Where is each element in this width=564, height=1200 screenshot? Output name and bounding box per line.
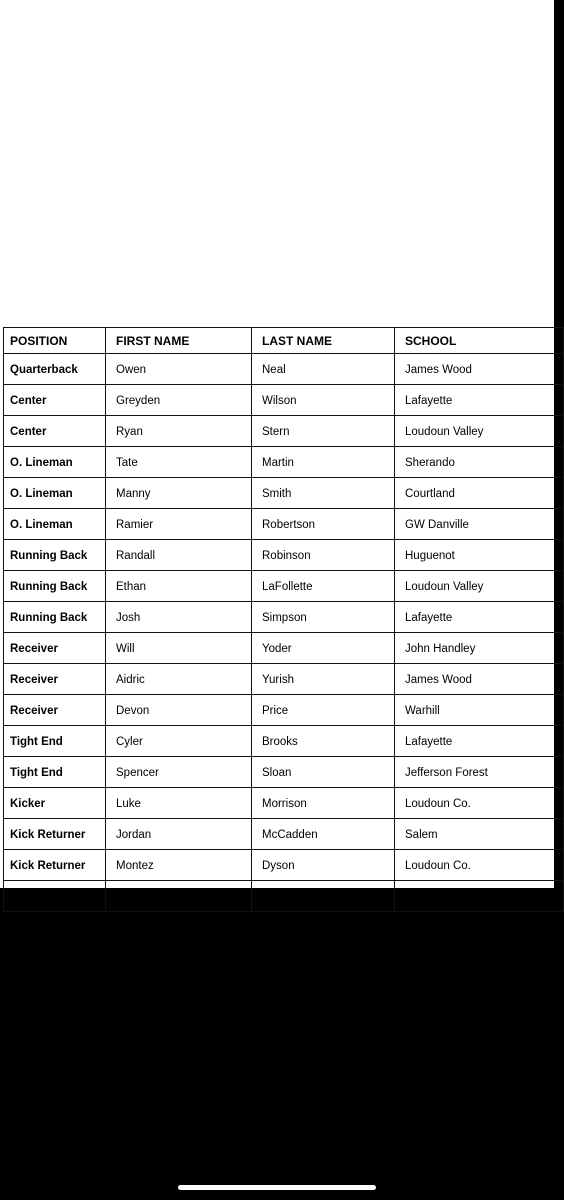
table-row: [4, 633, 564, 664]
position-cell: Receiver: [4, 633, 106, 664]
school-cell: Warhill: [395, 695, 564, 726]
table-row: [4, 447, 564, 478]
table-row: [4, 602, 564, 633]
first-name-cell: Josh: [106, 602, 252, 633]
table-header-row: [4, 328, 564, 354]
first-name-cell: Owen: [106, 354, 252, 385]
school-cell: Sherando: [395, 447, 564, 478]
last-name-cell: Brooks: [252, 726, 395, 757]
first-name-cell: Jordan: [106, 819, 252, 850]
first-name-cell: Greyden: [106, 385, 252, 416]
position-cell: O. Lineman: [4, 447, 106, 478]
first-name-cell: Casey: [106, 881, 252, 912]
roster-body: [4, 354, 564, 912]
school-cell: Jefferson Forest: [395, 757, 564, 788]
table-row: [4, 354, 564, 385]
first-name-cell: Ethan: [106, 571, 252, 602]
school-cell: Loudoun Co.: [395, 850, 564, 881]
header-last-name: LAST NAME: [252, 328, 395, 354]
position-cell: Running Back: [4, 602, 106, 633]
position-cell: Center: [4, 385, 106, 416]
last-name-cell: Dyson: [252, 850, 395, 881]
last-name-cell: Neal: [252, 354, 395, 385]
table-row: [4, 385, 564, 416]
last-name-cell: Morrison: [252, 788, 395, 819]
table-row: [4, 571, 564, 602]
first-name-cell: Tate: [106, 447, 252, 478]
last-name-cell: Robertson: [252, 509, 395, 540]
school-cell: Courtland: [395, 478, 564, 509]
first-name-cell: Spencer: [106, 757, 252, 788]
roster-table: [3, 327, 564, 912]
position-cell: O. Lineman: [4, 478, 106, 509]
last-name-cell: Smith: [252, 478, 395, 509]
table-row: [4, 819, 564, 850]
first-name-cell: Ramier: [106, 509, 252, 540]
position-cell: Receiver: [4, 695, 106, 726]
last-name-cell: Lassiter: [252, 881, 395, 912]
first-name-cell: Montez: [106, 850, 252, 881]
table-row: [4, 478, 564, 509]
school-cell: Lafayette: [395, 726, 564, 757]
last-name-cell: Stern: [252, 416, 395, 447]
table-row: [4, 540, 564, 571]
last-name-cell: Sloan: [252, 757, 395, 788]
header-position: POSITION: [4, 328, 106, 354]
table-row: [4, 881, 564, 912]
school-cell: Hampton: [395, 881, 564, 912]
first-name-cell: Ryan: [106, 416, 252, 447]
position-cell: Kicker: [4, 788, 106, 819]
school-cell: GW Danville: [395, 509, 564, 540]
position-cell: Running Back: [4, 571, 106, 602]
position-cell: Tight End: [4, 757, 106, 788]
table-row: [4, 726, 564, 757]
school-cell: Lafayette: [395, 602, 564, 633]
last-name-cell: Robinson: [252, 540, 395, 571]
position-cell: Center: [4, 416, 106, 447]
first-name-cell: Aidric: [106, 664, 252, 695]
last-name-cell: Wilson: [252, 385, 395, 416]
first-name-cell: Will: [106, 633, 252, 664]
table-row: [4, 509, 564, 540]
table-row: [4, 664, 564, 695]
last-name-cell: Yurish: [252, 664, 395, 695]
last-name-cell: Yoder: [252, 633, 395, 664]
position-cell: Quarterback: [4, 354, 106, 385]
school-cell: Huguenot: [395, 540, 564, 571]
table-row: [4, 757, 564, 788]
table-row: [4, 695, 564, 726]
last-name-cell: LaFollette: [252, 571, 395, 602]
position-cell: Receiver: [4, 664, 106, 695]
school-cell: Loudoun Co.: [395, 788, 564, 819]
position-cell: Kick Returner: [4, 850, 106, 881]
first-name-cell: Devon: [106, 695, 252, 726]
table-row: [4, 850, 564, 881]
last-name-cell: McCadden: [252, 819, 395, 850]
school-cell: Loudoun Valley: [395, 571, 564, 602]
school-cell: John Handley: [395, 633, 564, 664]
position-cell: O. All-Purpose: [4, 881, 106, 912]
last-name-cell: Simpson: [252, 602, 395, 633]
first-name-cell: Manny: [106, 478, 252, 509]
school-cell: Lafayette: [395, 385, 564, 416]
header-school: SCHOOL: [395, 328, 564, 354]
first-name-cell: Luke: [106, 788, 252, 819]
position-cell: Running Back: [4, 540, 106, 571]
first-name-cell: Cyler: [106, 726, 252, 757]
header-first-name: FIRST NAME: [106, 328, 252, 354]
position-cell: Tight End: [4, 726, 106, 757]
position-cell: Kick Returner: [4, 819, 106, 850]
school-cell: Salem: [395, 819, 564, 850]
school-cell: Loudoun Valley: [395, 416, 564, 447]
school-cell: James Wood: [395, 664, 564, 695]
table-row: [4, 416, 564, 447]
home-indicator[interactable]: [178, 1185, 376, 1190]
last-name-cell: Martin: [252, 447, 395, 478]
table-row: [4, 788, 564, 819]
position-cell: O. Lineman: [4, 509, 106, 540]
first-name-cell: Randall: [106, 540, 252, 571]
last-name-cell: Price: [252, 695, 395, 726]
school-cell: James Wood: [395, 354, 564, 385]
